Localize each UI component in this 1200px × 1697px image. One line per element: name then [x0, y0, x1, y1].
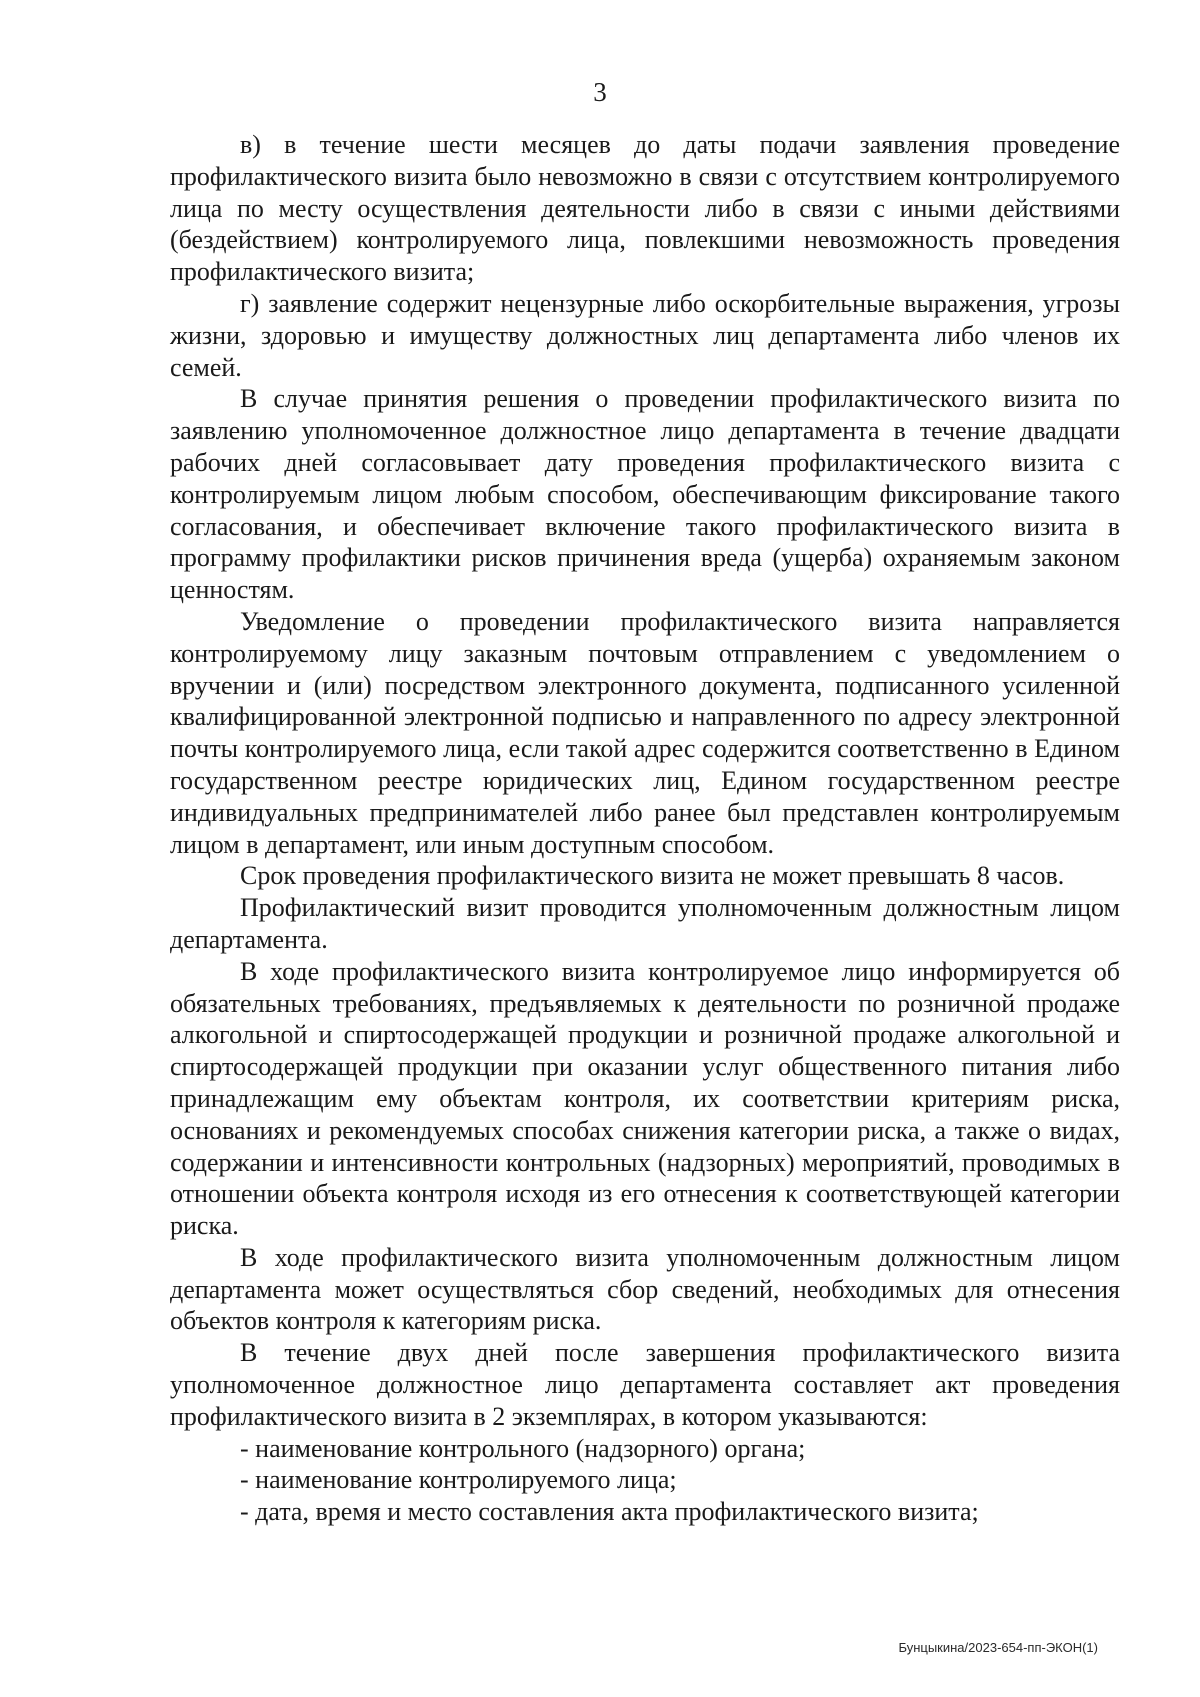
- document-registration-code: Бунцыкина/2023-654-пп-ЭКОН(1): [898, 1640, 1098, 1655]
- list-item: - дата, время и место составления акта профилактического визита;: [240, 1497, 979, 1527]
- list-item: - наименование контрольного (надзорного) органа;: [240, 1433, 806, 1463]
- paragraph-conducted-by: Профилактический визит проводится уполномоченным должностным лицом департамента.: [170, 893, 1120, 954]
- page-number: 3: [593, 77, 607, 107]
- paragraph-notification: Уведомление о проведении профилактического визита направляется контролируемому лицу заказным почтовым отправлением с уведомлением о вручении и (или) посредством электронного документа, подписанного усиленной квалифицированной электронной подписью и направленного по адресу электронной почты контролируемого лица, если такой адрес содержится соответственно в Едином государственном реестре юридических лиц, Едином государственном реестре индивидуальных предпринимателей либо ранее был представлен контролируемым лицом в департамент, или иным доступным способом.: [170, 606, 1120, 859]
- paragraph-informing: В ходе профилактического визита контролируемое лицо информируется об обязательных требованиях, предъявляемых к деятельности по розничной продаже алкогольной и спиртосодержащей продукции и розничной продаже алкогольной и спиртосодержащей продукции при оказании услуг общественного питания либо принадлежащим ему объектам контроля, их соответствии критериям риска, основаниях и рекомендуемых способах снижения категории риска, а также о видах, содержании и интенсивности контрольных (надзорных) мероприятий, проводимых в отношении объекта контроля исходя из его отнесения к соответствующей категории риска.: [170, 956, 1120, 1241]
- paragraph-item-v: в) в течение шести месяцев до даты подачи заявления проведение профилактического визита было невозможно в связи с отсутствием контролируемого лица по месту осуществления деятельности либо в связи с иными действиями (бездействием) контролируемого лица, повлекшими невозможность проведения профилактического визита;: [170, 130, 1120, 287]
- document-body: [170, 129, 1120, 1528]
- paragraph-duration: Срок проведения профилактического визита не может превышать 8 часов.: [240, 861, 1065, 891]
- paragraph-act: В течение двух дней после завершения профилактического визита уполномоченное должностное лицо департамента составляет акт проведения профилактического визита в 2 экземплярах, в котором указываются:: [170, 1338, 1120, 1431]
- paragraph-item-g: г) заявление содержит нецензурные либо оскорбительные выражения, угрозы жизни, здоровью и имуществу должностных лиц департамента либо членов их семей.: [170, 288, 1120, 382]
- paragraph-data-collection: В ходе профилактического визита уполномоченным должностным лицом департамента может осуществляться сбор сведений, необходимых для отнесения объектов контроля к категориям риска.: [170, 1242, 1120, 1336]
- paragraph-visit-approval: В случае принятия решения о проведении профилактического визита по заявлению уполномоченное должностное лицо департамента в течение двадцати рабочих дней согласовывает дату проведения профилактического визита с контролируемым лицом любым способом, обеспечивающим фиксирование такого согласования, и обеспечивает включение такого профилактического визита в программу профилактики рисков причинения вреда (ущерба) охраняемым законом ценностям.: [170, 384, 1120, 605]
- list-item: - наименование контролируемого лица;: [240, 1465, 677, 1495]
